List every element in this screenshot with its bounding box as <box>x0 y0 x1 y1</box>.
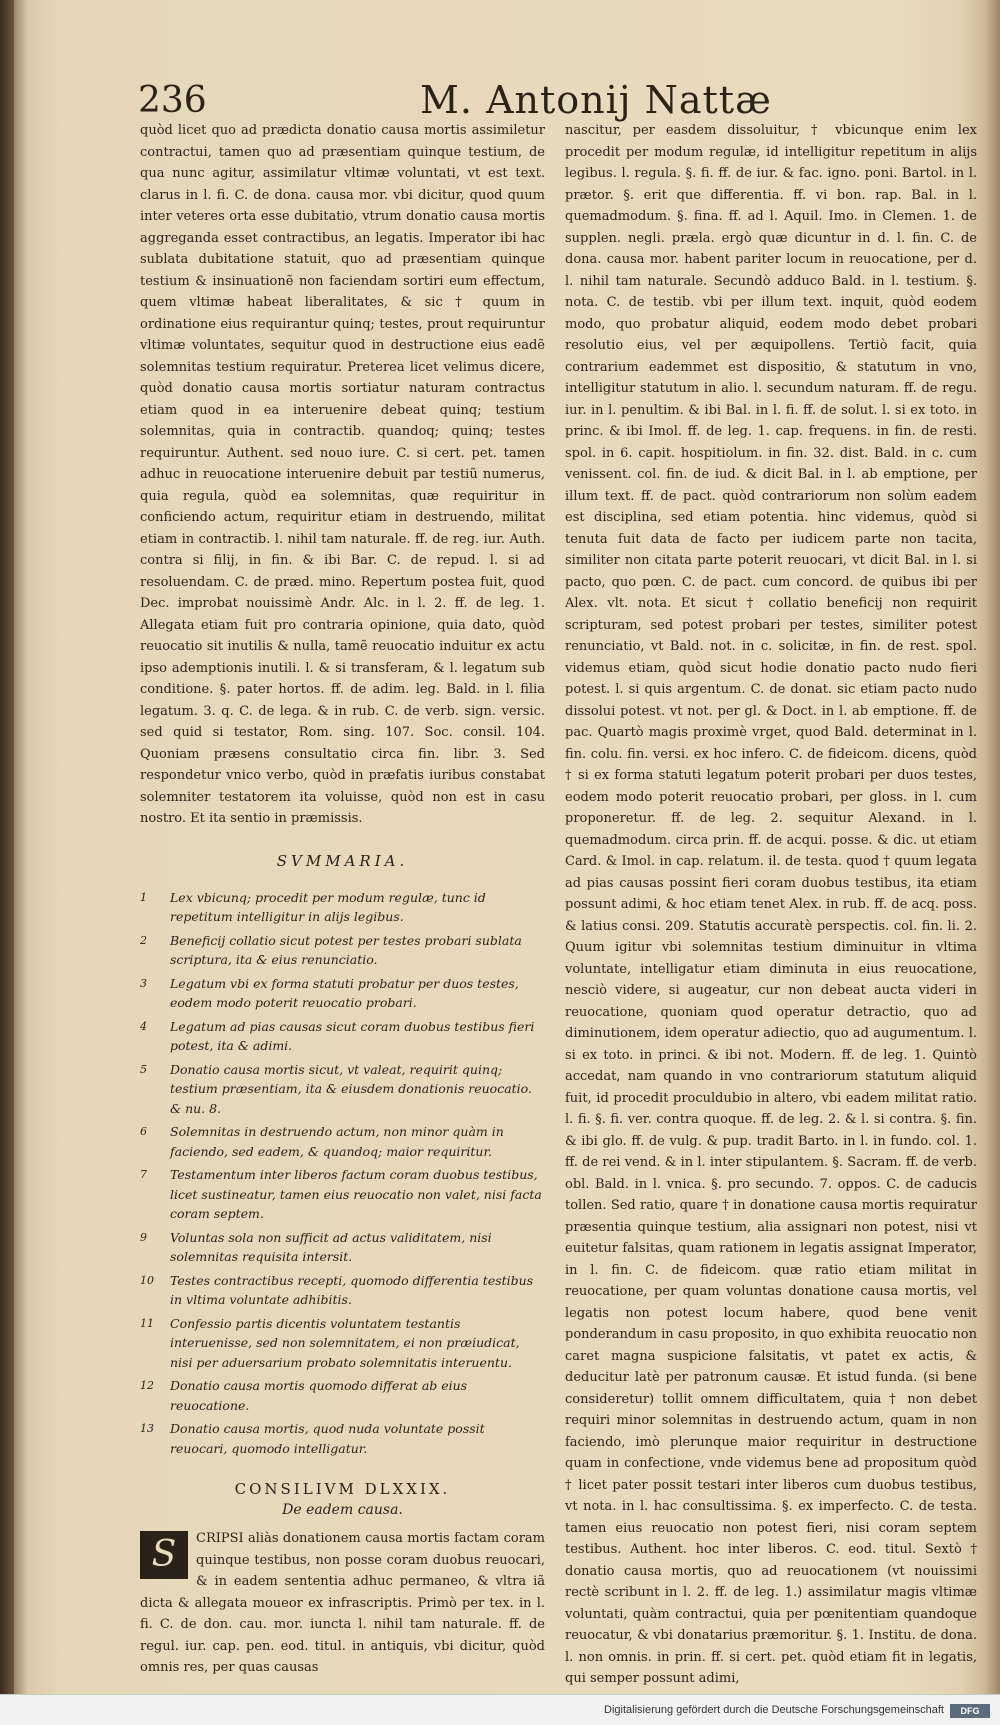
page-number: 236 <box>138 80 207 121</box>
summaria-item-text: Legatum vbi ex forma statuti probatur per duos testes, eodem modo poterit reuocatio probari. <box>170 975 519 1010</box>
summaria-item-text: Testes contractibus recepti, quomodo differentia testibus in vltima voluntate adhibitis. <box>170 1272 534 1307</box>
summaria-item-text: Solemnitas in destruendo actum, non minor quàm in faciendo, sed eadem, & quandoq; maior requiritur. <box>170 1124 504 1159</box>
summaria-item-number: 7 <box>140 1168 147 1181</box>
footer-bar <box>0 1694 1000 1725</box>
summaria-item <box>140 1122 545 1161</box>
book-spine-edge <box>0 0 14 1725</box>
summaria-item <box>140 931 545 970</box>
summaria-item-number: 2 <box>140 933 147 947</box>
summaria-item-number: 10 <box>140 1273 154 1287</box>
summaria-item <box>140 1419 545 1458</box>
summaria-item <box>140 974 545 1013</box>
summaria-item <box>140 1376 545 1415</box>
summaria-item <box>140 1314 545 1373</box>
summaria-item <box>140 1228 545 1267</box>
consilium-text: CRIPSI aliàs donationem causa mortis factam coram quinque testibus, non posse coram duobus reuocari, & in eadem sententia adhuc permaneo, & vltra iã dicta & allegata moueor ex infrascriptis. Primò per tex. in l. fi. C. de don. cau. mor. iuncta l. nihil tam naturale. ff. de regul. iur. cap. pen. eod. titul. in antiquis, vbi dicitur, quòd omnis res, per quas causas <box>140 1531 545 1675</box>
summaria-item-text: Donatio causa mortis sicut, vt valeat, requirit quinq; testium præsentiam, ita & eiusdem donationis reuocatio. & nu. 8. <box>170 1061 532 1116</box>
consilium-subtitle: De eadem causa. <box>282 1502 403 1518</box>
summaria-item-text: Lex vbicunq; procedit per modum regulæ, tunc id repetitum intelligitur in alijs legibus. <box>170 889 486 924</box>
footer-credit: Digitalisierung gefördert durch die Deutsche Forschungsgemeinschaft <box>604 1704 944 1716</box>
summaria-item <box>140 1060 545 1119</box>
summaria-item <box>140 1017 545 1056</box>
summaria-item-number: 12 <box>140 1379 154 1392</box>
running-title: M. Antonij Nattæ <box>420 78 772 122</box>
summaria-item-number: 1 <box>140 890 147 904</box>
summaria-item-text: Beneficij collatio sicut potest per testes probari sublata scriptura, ita & eius renunciatio. <box>170 932 522 967</box>
summaria-item-number: 5 <box>140 1062 147 1076</box>
summaria-title: SVMMARIA. <box>276 851 409 870</box>
summaria-item <box>140 888 545 927</box>
summaria-item-text: Voluntas sola non sufficit ad actus validitatem, nisi solemnitas requisita intersit. <box>170 1229 492 1264</box>
summaria-item <box>140 1165 545 1224</box>
summaria-item-text: Testamentum inter liberos factum coram duobus testibus, licet sustineatur, tamen eius reuocatio non valet, nisi facta coram septem. <box>170 1167 542 1221</box>
consilium-title: CONSILIVM DLXXIX. <box>234 1480 451 1498</box>
left-column <box>140 120 545 1679</box>
summaria-item-number: 3 <box>140 976 147 990</box>
summaria-item-number: 9 <box>140 1230 147 1244</box>
right-column <box>565 120 977 1690</box>
summaria-item-text: Donatio causa mortis quomodo differat ab eius reuocatione. <box>170 1378 468 1413</box>
summaria-list <box>140 888 545 1459</box>
summaria-item-text: Confessio partis dicentis voluntatem testantis interuenisse, sed non solemnitatem, ei non præiudicat, nisi per aduersarium probato solemnitatis interuentu. <box>170 1315 520 1370</box>
summaria-item-number: 11 <box>140 1316 154 1330</box>
summaria-item <box>140 1271 545 1310</box>
summaria-item-text: Legatum ad pias causas sicut coram duobus testibus fieri potest, ita & adimi. <box>170 1018 535 1053</box>
summaria-item-number: 6 <box>140 1125 147 1138</box>
right-paragraph: nascitur, per easdem dissoluitur, † vbicunque enim lex procedit per modum regulæ, id intelligitur repetitum in alijs legibus. l. regula. §. fi. ff. de iur. & fac. igno. poni. Bartol. in l. prætor. §. erit que differentia. ff. vi bon. rap. Bal. in l. quemadmodum. §. fina. ff. ad l. Aquil. Imo. in Clemen. 1. de supplen. negli. præla. ergò quæ dicuntur in d. l. fin. C. de dona. causa mor. habent pariter locum in reuocatione, per d. l. nihil tam naturale. Secundò adduco Bald. in l. testium. §. nota. C. de testib. vbi per illum text. inquit, quòd eodem modo, quo probatur aliquid, eodem modo debet probari resolutio eius, vel per æquipollens. Tertiò facit, quia contrarium eademmet est dispositio, & statutum in vno, intelligitur statutum in alio. l. secundum naturam. ff. de regu. iur. in l. penultim. & ibi Bal. in l. fi. ff. de solut. l. si ex toto. in princ. & ibi Imol. ff. de leg. 1. cap. frequens. in fin. de resti. spol. in 6. capit. hospitiolum. in fin. 32. dist. Bald. in c. cum venissent. col. fin. de iud. & dicit Bal. in l. ab emptione, per illum text. ff. de pact. quòd contrariorum non solùm eadem est disciplina, sed etiam potentia. hinc videmus, quòd si tenuta fuit data de facto per iudicem parte non tacita, similiter non citata parte poterit reuocari, vt dicit Bal. in l. si pacto, quo pœn. C. de pact. cum concord. de quibus ibi per Alex. vlt. nota. Et sicut † collatio beneficij non requirit scripturam, sed potest probari per testes, similiter potest renunciatio, vt Bald. not. in c. solicitæ, in fin. de rest. spol. videmus etiam, quòd sicut hodie donatio pacto nudo fieri potest. l. si quis argentum. C. de donat. sic etiam pacto nudo dissolui potest. vt not. per gl. & Doct. in l. ab emptione. ff. de pac. Quartò magis proximè vrget, quod Bald. determinat in l. fin. colu. fin. versi. ex hoc infero. C. de fideicom. dicens, quòd † si ex forma statuti legatum poterit probari per duos testes, eodem modo poterit reuocatio probari, per gloss. in l. cum proponeretur. ff. de leg. 2. sequitur Alexand. in l. quemadmodum. circa prin. ff. de acqui. posse. & dic. ut etiam Card. & Imol. in cap. relatum. il. de testa. quod † quum legata ad pias causas possint fieri coram duobus testibus, ita etiam possunt adimi, & hoc etiam tenet Alex. in rub. ff. de acq. poss. & latius consi. 209. Statutis accuratè perspectis. col. fin. li. 2. Quum igitur vbi solemnitas testium diminuitur in vltima voluntate, intelligatur etiam diminuta in eius reuocatione, nesciò videre, si augeatur, cur non debeat aucta videri in reuocatione, quoniam quod operatur detractio, quo ad diminutionem, idem operatur adiectio, quo ad augumentum. l. si ex toto. in princi. & ibi not. Modern. ff. de leg. 1. Quintò accedat, nam quando in vno contrariorum statutum aliquid fuit, id procedit proculdubio in altero, vbi eadem militat ratio. l. fi. §. fi. ver. contra quoque. ff. de leg. 2. & l. si contra. §. fin. & ibi glo. ff. de vulg. & pup. tradit Barto. in l. in fundo. col. 1. ff. de rei vend. & in l. inter stipulantem. §. Sacram. ff. de verb. obl. Bald. in l. vnica. §. pro secundo. 7. oppos. C. de caducis tollen. Sed ratio, quare † in donatione causa mortis requiratur præsentia quinque testium, alia assignari non potest, nisi vt euitetur falsitas, quam rationem in legatis assignat Imperator, in l. fin. C. de fideicom. quæ ratio etiam militat in reuocatione, per quam voluntas donatione causa mortis, vel legatis non potest locum habere, quod bene venit ponderandum in casu proposito, in quo exhibita reuocatio non caret magna suspicione falsitatis, vt patet ex actis, & deducitur latè per patronum causæ. Et istud funda. (si bene consideretur) tollit omnem difficultatem, quia † non debet requiri minor solemnitas in destruendo actum, quam in non faciendo, imò plerunque maior requiritur in destructione quam in confectione, vnde videmus bene ad propositum quòd † licet pater possit testari inter liberos cum duobus testibus, vt nota. in l. hac consultissima. §. ex imperfecto. C. de testa. tamen eius reuocatio non potest fieri, nisi coram septem testibus. Authent. hoc inter liberos. C. eod. titul. Sextò † donatio causa mortis, quo ad reuocationem (vt nouissimi rectè scribunt in l. 2. ff. de leg. 1.) assimilatur magis vltimæ voluntati, quàm contractui, quia per pœnitentiam quandoque reuocatur, & vbi donatarius præmoritur. §. 1. Institu. de dona. l. non omnis. in prin. ff. si cert. pet. quòd etiam fit in legatis, qui semper possunt adimi, <box>565 123 977 1686</box>
summaria-item-text: Donatio causa mortis, quod nuda voluntate possit reuocari, quomodo intelligatur. <box>170 1421 485 1456</box>
left-paragraph: quòd licet quo ad prædicta donatio causa mortis assimiletur contractui, tamen quo ad præsentiam quinque testium, de qua nunc agitur, assimilatur vltimæ voluntati, vt est text. clarus in l. fi. C. de dona. causa mor. vbi dicitur, quod quum inter veteres orta esse dubitatio, vtrum donatio causa mortis aggreganda esset contractibus, an legatis. Imperator ibi hac sublata dubitatione statuit, quo ad præsentiam quinque testium & insinuationẽ non faciendam sortiri eum effectum, quem vltimæ habeat liberalitates, & sic † quum in ordinatione eius requirantur quinq; testes, prout requiruntur vltimæ voluntates, sequitur quod in destructione eius eadẽ solemnitas testium requiratur. Preterea licet velimus dicere, quòd donatio causa mortis sortiatur naturam contractus etiam quod in ea interuenire debeat quinq; testium solemnitas, quia in contractib. quandoq; quinq; testes requiruntur. Authent. sed nouo iure. C. si cert. pet. tamen adhuc in reuocatione interuenire debuit par testiũ numerus, quia regula, quòd ea solemnitas, quæ requiritur in conficiendo actum, requiritur etiam in destruendo, militat etiam in contractib. l. nihil tam naturale. ff. de reg. iur. Auth. contra si filij, in fin. & ibi Bar. C. de repud. l. si ad resoluendam. C. de præd. mino. Repertum postea fuit, quod Dec. improbat nouissimè Andr. Alc. in l. 2. ff. de leg. 1. Allegata etiam fuit pro contraria opinione, quia dato, quòd reuocatio sit inutilis & nulla, tamẽ reuocatio induitur ex actu ipso ademptionis inutili. l. & si transferam, & l. legatum sub conditione. §. pater hortos. ff. de adim. leg. Bald. in l. filia legatum. 3. q. C. de lega. & in rub. C. de verb. sign. versic. sed quid si testator, Rom. sing. 107. Soc. consil. 104. Quoniam præsens consultatio circa fin. libr. 3. Sed respondetur vnico verbo, quòd in præfatis iuribus constabat solemniter testatorem ita voluisse, quòd non est in casu nostro. Et ita sentio in præmissis. <box>140 123 545 826</box>
dropcap-initial: S <box>140 1531 188 1579</box>
summaria-item-number: 13 <box>140 1422 154 1435</box>
summaria-item-number: 4 <box>140 1019 147 1033</box>
dfg-logo: DFG <box>950 1704 990 1718</box>
